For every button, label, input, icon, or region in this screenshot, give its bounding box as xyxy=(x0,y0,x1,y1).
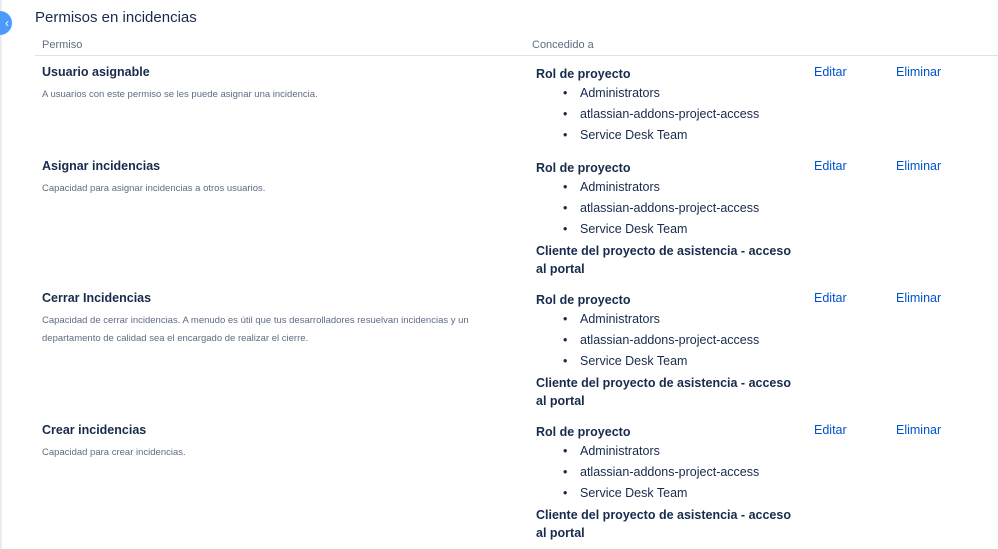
bullet-icon: • xyxy=(563,312,568,326)
granted-to-cell xyxy=(536,159,798,278)
grant-item: • atlassian-addons-project-access xyxy=(536,462,798,483)
bullet-icon: • xyxy=(563,444,568,458)
granted-to-cell xyxy=(536,423,798,542)
granted-to-cell xyxy=(536,291,798,410)
grant-list xyxy=(536,177,798,240)
grant-group xyxy=(536,423,798,504)
permission-description: A usuarios con este permiso se les puede asignar una incidencia. xyxy=(42,89,318,100)
bullet-icon: • xyxy=(563,201,568,215)
grant-group xyxy=(536,159,798,240)
delete-link[interactable]: Eliminar xyxy=(896,65,942,79)
grant-group xyxy=(536,242,798,278)
edit-link[interactable]: Editar xyxy=(814,65,847,79)
grant-item: • Service Desk Team xyxy=(536,351,798,372)
bullet-icon: • xyxy=(563,222,568,236)
grant-title: Cliente del proyecto de asistencia - acceso al portal xyxy=(536,376,791,408)
bullet-icon: • xyxy=(563,465,568,479)
grant-item: • Service Desk Team xyxy=(536,125,798,146)
grant-item: • atlassian-addons-project-access xyxy=(536,198,798,219)
edit-link[interactable]: Editar xyxy=(814,291,847,305)
permission-name: Asignar incidencias xyxy=(42,159,161,173)
delete-link[interactable]: Eliminar xyxy=(896,291,942,305)
bullet-icon: • xyxy=(563,86,568,100)
granted-to-cell xyxy=(536,65,798,148)
grant-list xyxy=(536,83,798,146)
grant-item: • atlassian-addons-project-access xyxy=(536,330,798,351)
column-header-granted-to: Concedido a xyxy=(532,39,594,51)
grant-list xyxy=(536,309,798,372)
grant-item: • Administrators xyxy=(536,83,798,104)
bullet-icon: • xyxy=(563,486,568,500)
permission-name: Cerrar Incidencias xyxy=(42,291,152,305)
chevron-left-icon: ‹ xyxy=(5,16,9,30)
grant-group xyxy=(536,374,798,410)
grant-title: Cliente del proyecto de asistencia - acceso al portal xyxy=(536,508,791,540)
permission-description: Capacidad para crear incidencias. xyxy=(42,447,186,458)
sidebar-edge xyxy=(0,0,2,549)
page-title: Permisos en incidencias xyxy=(35,9,197,26)
grant-item: • Administrators xyxy=(536,177,798,198)
grant-title: Rol de proyecto xyxy=(536,293,631,307)
grant-item: • Service Desk Team xyxy=(536,483,798,504)
bullet-icon: • xyxy=(563,107,568,121)
grant-title: Rol de proyecto xyxy=(536,425,631,439)
grant-item: • Administrators xyxy=(536,441,798,462)
delete-link[interactable]: Eliminar xyxy=(896,423,942,437)
edit-link[interactable]: Editar xyxy=(814,159,847,173)
grant-group xyxy=(536,291,798,372)
grant-list xyxy=(536,441,798,504)
permission-description: Capacidad para asignar incidencias a otros usuarios. xyxy=(42,183,266,194)
grant-title: Rol de proyecto xyxy=(536,161,631,175)
permission-name: Crear incidencias xyxy=(42,423,147,437)
grant-title: Rol de proyecto xyxy=(536,67,631,81)
bullet-icon: • xyxy=(563,180,568,194)
bullet-icon: • xyxy=(563,333,568,347)
sidebar-collapse-button[interactable] xyxy=(0,11,12,35)
edit-link[interactable]: Editar xyxy=(814,423,847,437)
bullet-icon: • xyxy=(563,128,568,142)
grant-item: • atlassian-addons-project-access xyxy=(536,104,798,125)
grant-group xyxy=(536,506,798,542)
permission-description: Capacidad de cerrar incidencias. A menudo es útil que tus desarrolladores resuelvan incidencias y un departamento de calidad sea el encargado de realizar el cierre. xyxy=(42,315,469,344)
grant-item: • Administrators xyxy=(536,309,798,330)
grant-group xyxy=(536,65,798,146)
grant-item: • Service Desk Team xyxy=(536,219,798,240)
permission-name: Usuario asignable xyxy=(42,65,150,79)
column-header-permission: Permiso xyxy=(42,39,83,51)
bullet-icon: • xyxy=(563,354,568,368)
grant-title: Cliente del proyecto de asistencia - acceso al portal xyxy=(536,244,791,276)
table-header xyxy=(35,38,998,56)
delete-link[interactable]: Eliminar xyxy=(896,159,942,173)
